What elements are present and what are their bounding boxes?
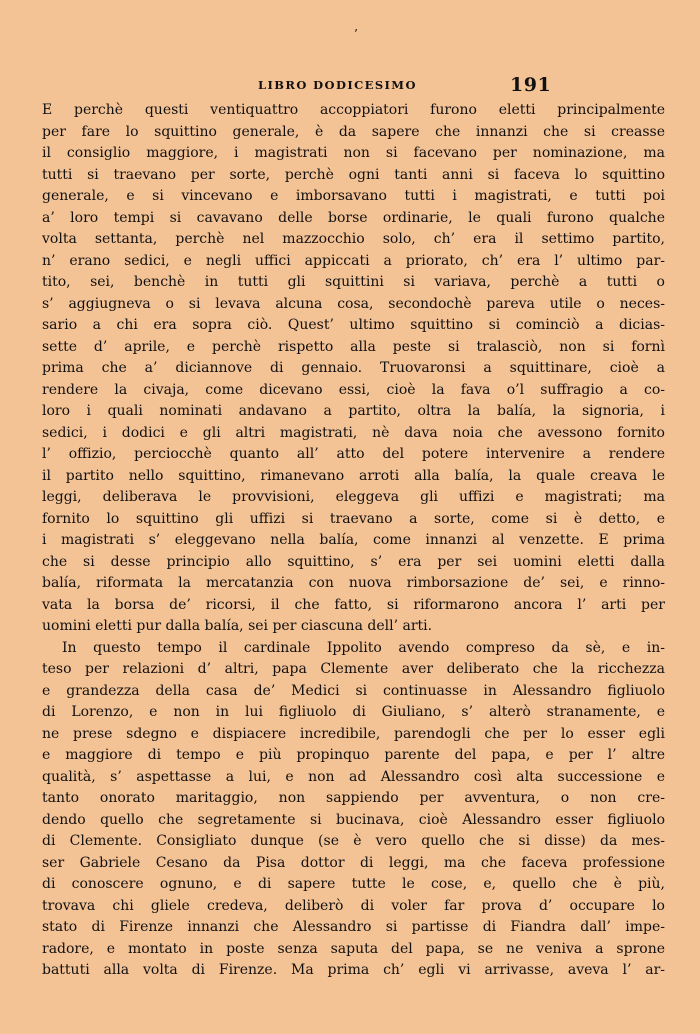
text-line: n’ erano sedici, e negli uffici appiccati a priorato, ch’ era l’ ultimo par-: [42, 252, 665, 269]
text-line: E perchè questi ventiquattro accoppiatori furono eletti principalmente: [42, 102, 665, 118]
running-header: [0, 74, 700, 98]
page-number: 191: [510, 74, 552, 96]
text-line: In questo tempo il cardinale Ippolito avendo compreso da sè, e in-: [62, 639, 665, 656]
text-line: s’ aggiugneva o si levava alcuna cosa, secondochè pareva utile o neces-: [42, 295, 665, 312]
text-line: tanto onorato maritaggio, non sappiendo per avventura, o non cre-: [42, 790, 665, 806]
text-line: radore, e montato in poste senza saputa del papa, se ne veniva a sprone: [42, 940, 665, 957]
text-line: il consiglio maggiore, i magistrati non si facevano per nominazione, ma: [42, 145, 665, 161]
text-line: trovava chi gliele credeva, deliberò di voler far prova d’ occupare lo: [42, 897, 665, 914]
text-line: stato di Firenze innanzi che Alessandro si partisse di Fiandra dall’ impe-: [42, 919, 665, 935]
text-line: di Lorenzo, e non in lui figliuolo di Giuliano, s’ alterò stranamente, e: [42, 704, 665, 720]
text-line: volta settanta, perchè nel mazzocchio solo, ch’ era il settimo partito,: [42, 231, 665, 247]
text-line: teso per relazioni d’ altri, papa Clemente aver deliberato che la ricchezza: [42, 661, 665, 677]
text-line: che si desse principio allo squittino, s’ era per sei uomini eletti dalla: [42, 553, 665, 570]
text-line: qualità, s’ aspettasse a lui, e non ad Alessandro così alta successione e: [42, 768, 665, 785]
text-line: sedici, i dodici e gli altri magistrati, nè dava noia che avessono fornito: [42, 424, 665, 441]
text-line: il partito nello squittino, rimanevano arroti alla balía, la quale creava le: [42, 467, 665, 484]
text-line: generale, e si vincevano e imborsavano tutti i magistrati, e tutti poi: [42, 188, 665, 204]
body-text: [42, 100, 665, 982]
top-mark: ’: [354, 27, 358, 41]
text-line: ne prese sdegno e dispiacere incredibile, parendogli che per lo esser egli: [42, 725, 665, 742]
text-line: e grandezza della casa de’ Medici si continuasse in Alessandro figliuolo: [42, 682, 665, 699]
text-line: uomini eletti pur dalla balía, sei per ciascuna dell’ arti.: [42, 618, 433, 634]
text-line: e maggiore di tempo e più propinquo parente del papa, e per l’ altre: [42, 747, 665, 763]
text-line: sette d’ aprile, e perchè rispetto alla peste si tralasciò, non si fornì: [42, 338, 665, 355]
text-line: fornito lo squittino gli uffizi si traevano a sorte, come si è detto, e: [42, 510, 665, 527]
text-line: tutti si traevano per sorte, perchè ogni tanti anni si faceva lo squittino: [42, 166, 665, 183]
text-line: prima che a’ diciannove di gennaio. Truovaronsi a squittinare, cioè a: [42, 360, 665, 376]
text-line: di conoscere ognuno, e di sapere tutte le cose, e, quello che è più,: [42, 876, 665, 892]
text-line: vata la borsa de’ ricorsi, il che fatto, si riformarono ancora l’ arti per: [42, 596, 665, 613]
text-line: tito, sei, benchè in tutti gli squittini si variava, perchè a tutti o: [42, 274, 665, 290]
text-line: leggi, deliberava le provvisioni, eleggeva gli uffizi e magistrati; ma: [42, 489, 665, 505]
text-line: per fare lo squittino generale, è da sapere che innanzi che si creasse: [42, 123, 665, 140]
text-line: rendere la civaja, come dicevano essi, cioè la fava o’l suffragio a co-: [42, 381, 665, 398]
text-line: ser Gabriele Cesano da Pisa dottor di leggi, ma che faceva professione: [42, 854, 665, 871]
text-line: dendo quello che segretamente si bucinava, cioè Alessandro esser figliuolo: [42, 811, 665, 828]
text-line: battuti alla volta di Firenze. Ma prima ch’ egli vi arrivasse, aveva l’ ar-: [42, 962, 665, 978]
text-line: i magistrati s’ eleggevano nella balía, come innanzi al venzette. E prima: [42, 532, 665, 548]
text-line: di Clemente. Consigliato dunque (se è vero quello che si disse) da mes-: [42, 833, 665, 849]
text-line: l’ offizio, perciocchè quanto all’ atto del potere intervenire a rendere: [42, 446, 665, 462]
running-title: LIBRO DODICESIMO: [258, 78, 417, 92]
text-line: balía, riformata la mercatanzia con nuova rimborsazione de’ sei, e rinno-: [42, 575, 665, 591]
text-line: sario a chi era sopra ciò. Quest’ ultimo squittino si cominciò a dicias-: [42, 317, 665, 333]
text-line: loro i quali nominati andavano a partito, oltra la balía, la signoria, i: [42, 403, 665, 419]
text-line: a’ loro tempi si cavavano delle borse ordinarie, le quali furono qualche: [42, 209, 665, 226]
